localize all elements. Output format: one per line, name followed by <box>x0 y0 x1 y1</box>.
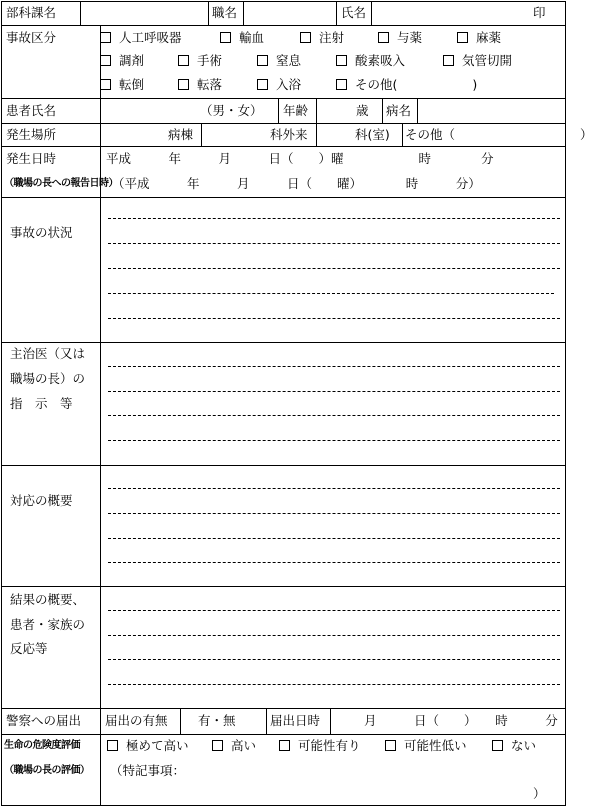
border-right <box>565 1 566 806</box>
category-option[interactable]: 窒息 <box>257 53 301 69</box>
response-label: 対応の概要 <box>10 493 73 508</box>
category-option[interactable]: 転落 <box>178 77 222 93</box>
dept-label: 部科課名 <box>6 5 57 20</box>
location-label: 発生場所 <box>6 127 57 142</box>
category-option[interactable]: 入浴 <box>257 77 301 93</box>
seal-mark: 印 <box>533 5 546 20</box>
datetime-label: 発生日時 <box>6 151 57 166</box>
instruction-label-1: 主治医（又は <box>10 346 86 361</box>
category-option[interactable]: 麻薬 <box>457 30 501 46</box>
danger-option[interactable]: 可能性低い <box>385 738 467 754</box>
col-line <box>382 98 383 124</box>
police-date-label: 届出日時 <box>270 713 321 728</box>
police-label: 警察への届出 <box>6 713 82 728</box>
category-option[interactable]: 注射 <box>300 30 344 46</box>
checkbox-icon[interactable] <box>178 55 189 66</box>
row-line <box>1 123 566 124</box>
danger-note-field[interactable] <box>190 760 530 800</box>
checkbox-icon[interactable] <box>336 79 347 90</box>
location-room[interactable]: 科(室) <box>355 127 390 142</box>
col-line <box>330 708 331 735</box>
checkbox-icon[interactable] <box>443 55 454 66</box>
patient-name-label: 患者氏名 <box>6 103 57 118</box>
dept-field[interactable] <box>81 2 207 25</box>
checkbox-icon[interactable] <box>378 32 389 43</box>
datetime-sub-label: （職場の長への報告日時） <box>4 178 118 189</box>
danger-option[interactable]: 高い <box>212 738 256 754</box>
datetime-line-1[interactable]: 平成 年 月 日（ ）曜 時 分 <box>106 151 494 166</box>
row-line <box>1 734 566 735</box>
position-field[interactable] <box>244 2 335 25</box>
result-label-2: 患者・家族の <box>10 617 86 632</box>
category-option[interactable]: 与薬 <box>378 30 422 46</box>
checkbox-icon[interactable] <box>492 740 503 751</box>
age-unit: 歳 <box>356 103 369 118</box>
category-label: 事故区分 <box>6 30 57 45</box>
name-label: 氏名 <box>341 5 367 20</box>
col-line <box>266 708 267 735</box>
checkbox-icon[interactable] <box>257 79 268 90</box>
checkbox-icon[interactable] <box>100 32 111 43</box>
border-left <box>1 1 2 806</box>
checkbox-icon[interactable] <box>336 55 347 66</box>
danger-option[interactable]: ない <box>492 738 536 754</box>
col-line <box>208 1 209 26</box>
result-label-1: 結果の概要、 <box>10 592 86 607</box>
col-line <box>278 98 279 124</box>
name-field[interactable] <box>372 2 522 25</box>
instruction-label-2: 職場の長）の <box>10 371 86 386</box>
checkbox-icon[interactable] <box>279 740 290 751</box>
situation-label: 事故の状況 <box>10 225 73 240</box>
danger-note-label: （特記事項： <box>110 763 186 778</box>
col-line <box>316 123 317 147</box>
danger-option[interactable]: 極めて高い <box>107 738 189 754</box>
checkbox-icon[interactable] <box>385 740 396 751</box>
row-line <box>1 708 566 709</box>
checkbox-icon[interactable] <box>257 55 268 66</box>
disease-field[interactable] <box>418 99 564 122</box>
checkbox-icon[interactable] <box>100 79 111 90</box>
col-line <box>402 123 403 147</box>
category-option[interactable]: 転倒 <box>100 77 144 93</box>
category-option[interactable]: 輸血 <box>220 30 264 46</box>
danger-label: 生命の危険度評価 <box>4 740 80 751</box>
police-date-value[interactable]: 月 日（ ） 時 分 <box>364 713 558 728</box>
checkbox-icon[interactable] <box>178 79 189 90</box>
situation-field[interactable] <box>101 198 565 342</box>
police-presence-value[interactable]: 有・無 <box>198 713 236 728</box>
response-field[interactable] <box>101 466 565 586</box>
datetime-line-2[interactable]: （平成 年 月 日（ 曜） 時 分） <box>112 176 481 191</box>
row-line <box>1 146 566 147</box>
checkbox-icon[interactable] <box>212 740 223 751</box>
col-line <box>336 1 337 26</box>
danger-option[interactable]: 可能性有り <box>279 738 361 754</box>
danger-note-close: ） <box>533 786 546 801</box>
danger-sub-label: （職場の長の評価） <box>4 765 90 776</box>
age-label: 年齢 <box>283 103 309 118</box>
category-option[interactable]: 酸素吸入 <box>336 53 405 69</box>
result-label-3: 反応等 <box>10 641 48 656</box>
gender-choice[interactable]: （男・女） <box>200 103 263 118</box>
col-line <box>201 123 202 147</box>
checkbox-icon[interactable] <box>220 32 231 43</box>
checkbox-icon[interactable] <box>457 32 468 43</box>
category-option[interactable]: 人工呼吸器 <box>100 30 182 46</box>
category-option[interactable]: 調剤 <box>100 53 144 69</box>
police-presence-label: 届出の有無 <box>105 713 168 728</box>
col-line <box>316 98 317 124</box>
instruction-label-3: 指 示 等 <box>10 396 73 411</box>
result-field[interactable] <box>101 587 565 708</box>
category-option[interactable]: 手術 <box>178 53 222 69</box>
instruction-field[interactable] <box>101 343 565 465</box>
category-option[interactable]: 気管切開 <box>443 53 512 69</box>
checkbox-icon[interactable] <box>107 740 118 751</box>
patient-name-field[interactable] <box>101 99 201 122</box>
border-bottom <box>1 805 566 806</box>
location-other[interactable]: その他（ ） <box>405 127 593 142</box>
row-line <box>1 25 566 26</box>
checkbox-icon[interactable] <box>100 55 111 66</box>
location-outpatient[interactable]: 科外来 <box>270 127 308 142</box>
position-label: 職名 <box>212 5 238 20</box>
category-option[interactable]: その他( ) <box>336 77 477 93</box>
disease-label: 病名 <box>386 103 412 118</box>
location-ward[interactable]: 病棟 <box>168 127 194 142</box>
checkbox-icon[interactable] <box>300 32 311 43</box>
col-line <box>180 708 181 735</box>
